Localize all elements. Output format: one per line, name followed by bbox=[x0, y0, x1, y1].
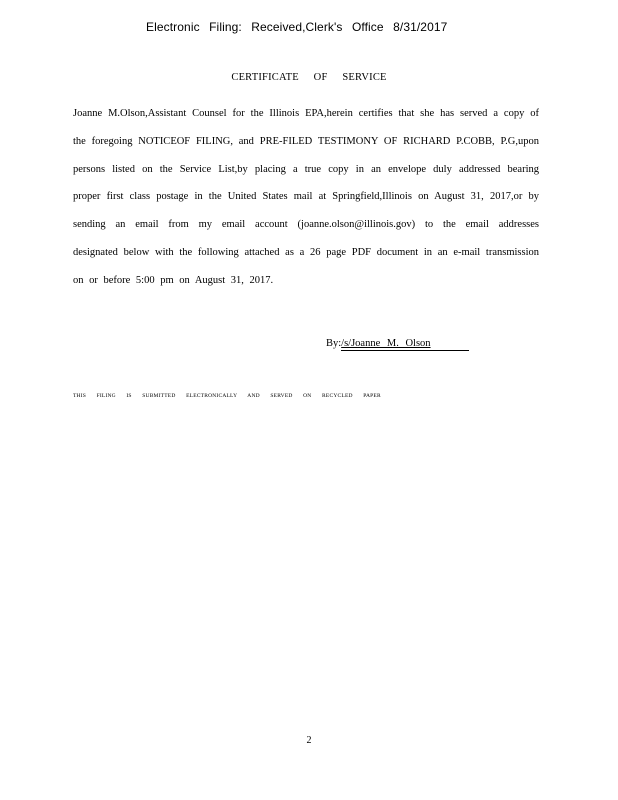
filing-stamp: Electronic Filing: Received,Clerk's Office 8/31/2017 bbox=[146, 20, 448, 34]
recycled-paper-note: THIS FILING IS SUBMITTED ELECTRONICALLY AND SERVED ON RECYCLED PAPER bbox=[73, 393, 381, 399]
certificate-body: Joanne M.Olson,Assistant Counsel for the Illinois EPA,herein certifies that she has served a copy of the foregoing NOTICEOF FILING, and PRE-FILED TESTIMONY OF RICHARD P.COBB, P.G,upon persons listed on the Service List,by placing a true copy in an envelope duly addressed bearing proper first class postage in the United States mail at Springfield,Illinois on August 31, 2017,or by sending an email from my email account (joanne.olson@illinois.gov) to the email addresses designated below with the following attached as a 26 page PDF document in an e-mail transmission on or before 5:00 pm on August 31, 2017. bbox=[73, 108, 539, 286]
page-number: 2 bbox=[306, 735, 312, 746]
signature-name: /s/Joanne M. Olson bbox=[341, 337, 468, 351]
signature-line bbox=[326, 337, 469, 351]
certificate-title: CERTIFICATE OF SERVICE bbox=[231, 72, 387, 83]
signature-prefix: By: bbox=[326, 338, 342, 349]
